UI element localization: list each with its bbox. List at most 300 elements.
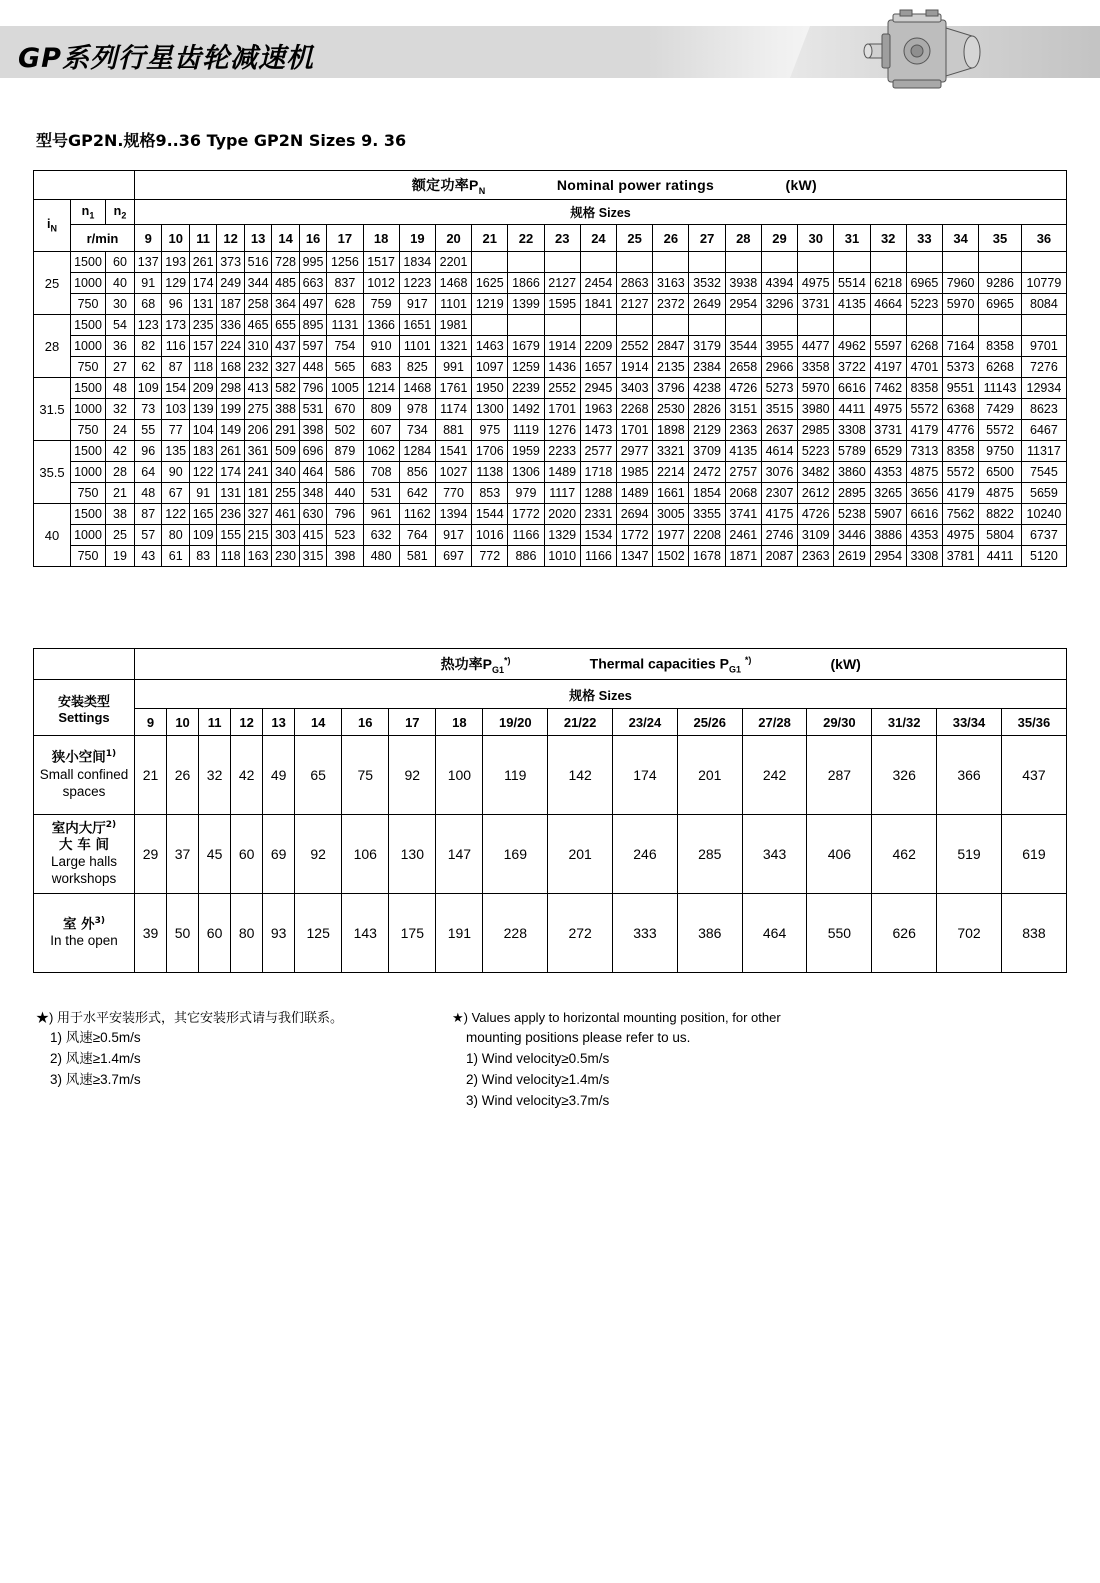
- power-cell: 1101: [399, 336, 435, 357]
- n1-value: 750: [71, 294, 106, 315]
- power-cell: 9750: [979, 441, 1022, 462]
- power-cell: 3446: [834, 525, 870, 546]
- power-cell: 2372: [653, 294, 689, 315]
- thermal-size-col-21-22: 21/22: [548, 709, 613, 736]
- thermal-cell: 228: [483, 894, 548, 973]
- n2-value: 42: [106, 441, 135, 462]
- power-cell: 1657: [580, 357, 616, 378]
- power-cell: 961: [363, 504, 399, 525]
- thermal-cell: 32: [199, 736, 231, 815]
- power-cell: 96: [135, 441, 162, 462]
- thermal-cell: 49: [263, 736, 295, 815]
- power-size-col-31: 31: [834, 225, 870, 252]
- power-cell: 1492: [508, 399, 544, 420]
- power-cell: 2757: [725, 462, 761, 483]
- thermal-size-col-29-30: 29/30: [807, 709, 872, 736]
- power-cell: [653, 315, 689, 336]
- power-cell: 4394: [761, 273, 797, 294]
- power-cell: 5597: [870, 336, 906, 357]
- power-cell: 7313: [906, 441, 942, 462]
- ratio-value: 31.5: [34, 378, 71, 441]
- power-cell: 683: [363, 357, 399, 378]
- power-cell: 759: [363, 294, 399, 315]
- power-cell: 187: [217, 294, 244, 315]
- power-cell: [472, 315, 508, 336]
- power-cell: 1062: [363, 441, 399, 462]
- power-cell: 8084: [1021, 294, 1066, 315]
- power-cell: 2209: [580, 336, 616, 357]
- power-cell: 4135: [725, 441, 761, 462]
- power-cell: 1950: [472, 378, 508, 399]
- power-cell: 3544: [725, 336, 761, 357]
- power-cell: 4726: [725, 378, 761, 399]
- power-cell: 1473: [580, 420, 616, 441]
- table-row: [34, 815, 1067, 894]
- thermal-cell: 106: [342, 815, 389, 894]
- n1-value: 750: [71, 483, 106, 504]
- power-cell: 6500: [979, 462, 1022, 483]
- note-cn-3: 3) 风速≥3.7m/s: [50, 1071, 141, 1087]
- power-cell: 1517: [363, 252, 399, 273]
- notes-english: [452, 1008, 922, 1112]
- power-cell: 3355: [689, 504, 725, 525]
- n2-value: 19: [106, 546, 135, 567]
- power-cell: 523: [327, 525, 363, 546]
- power-cell: 3109: [798, 525, 834, 546]
- power-cell: 1541: [435, 441, 471, 462]
- power-size-col-17: 17: [327, 225, 363, 252]
- power-cell: 43: [135, 546, 162, 567]
- power-cell: 461: [272, 504, 299, 525]
- power-cell: 1117: [544, 483, 580, 504]
- power-cell: 2746: [761, 525, 797, 546]
- nominal-power-table: [33, 170, 1067, 567]
- power-cell: 303: [272, 525, 299, 546]
- thermal-size-col-27-28: 27/28: [742, 709, 807, 736]
- thermal-cell: 437: [1001, 736, 1066, 815]
- power-size-col-9: 9: [135, 225, 162, 252]
- power-cell: 734: [399, 420, 435, 441]
- power-cell: 10240: [1021, 504, 1066, 525]
- table-row: [34, 252, 1067, 273]
- table-row: [34, 462, 1067, 483]
- power-cell: 8358: [943, 441, 979, 462]
- power-title: 额定功率$P_N$ Nominal power ratings (kW): [135, 171, 1067, 200]
- table-row: [34, 525, 1067, 546]
- power-cell: 163: [244, 546, 271, 567]
- thermal-cell: 69: [263, 815, 295, 894]
- power-sizes-label: 规格 Sizes: [135, 200, 1067, 225]
- thermal-cell: 42: [231, 736, 263, 815]
- power-cell: 6218: [870, 273, 906, 294]
- thermal-cell: 60: [231, 815, 263, 894]
- power-cell: 2129: [689, 420, 725, 441]
- table-row: [34, 315, 1067, 336]
- power-cell: 122: [189, 462, 216, 483]
- thermal-cell: 60: [199, 894, 231, 973]
- power-cell: 8358: [906, 378, 942, 399]
- power-cell: 48: [135, 483, 162, 504]
- power-cell: 856: [399, 462, 435, 483]
- power-cell: 628: [327, 294, 363, 315]
- power-cell: 1097: [472, 357, 508, 378]
- thermal-size-col-23-24: 23/24: [613, 709, 678, 736]
- power-cell: 663: [299, 273, 326, 294]
- power-cell: 2966: [761, 357, 797, 378]
- power-cell: 3860: [834, 462, 870, 483]
- power-cell: 3731: [798, 294, 834, 315]
- power-cell: 261: [217, 441, 244, 462]
- power-cell: 3709: [689, 441, 725, 462]
- power-cell: 2239: [508, 378, 544, 399]
- power-cell: 1321: [435, 336, 471, 357]
- power-cell: 2530: [653, 399, 689, 420]
- power-cell: 174: [217, 462, 244, 483]
- page-title: GP系列行星齿轮减速机: [18, 43, 314, 74]
- power-cell: 232: [244, 357, 271, 378]
- power-cell: 764: [399, 525, 435, 546]
- power-cell: 586: [327, 462, 363, 483]
- power-cell: 1871: [725, 546, 761, 567]
- power-cell: 1166: [580, 546, 616, 567]
- power-cell: 11317: [1021, 441, 1066, 462]
- power-cell: 6268: [979, 357, 1022, 378]
- thermal-cell: 386: [677, 894, 742, 973]
- power-cell: 149: [217, 420, 244, 441]
- power-cell: 607: [363, 420, 399, 441]
- n2-value: 32: [106, 399, 135, 420]
- thermal-cell: 169: [483, 815, 548, 894]
- power-cell: 6965: [979, 294, 1022, 315]
- power-cell: 327: [244, 504, 271, 525]
- power-size-col-21: 21: [472, 225, 508, 252]
- power-cell: 3781: [943, 546, 979, 567]
- n1-value: 1500: [71, 441, 106, 462]
- thermal-cell: 147: [436, 815, 483, 894]
- table-row: [34, 399, 1067, 420]
- power-cell: 315: [299, 546, 326, 567]
- table-row: [34, 294, 1067, 315]
- power-cell: 437: [272, 336, 299, 357]
- power-cell: 361: [244, 441, 271, 462]
- power-cell: 3482: [798, 462, 834, 483]
- power-cell: 87: [162, 357, 189, 378]
- power-cell: 2612: [798, 483, 834, 504]
- n1-value: 1000: [71, 336, 106, 357]
- power-cell: 1841: [580, 294, 616, 315]
- power-cell: 64: [135, 462, 162, 483]
- power-size-col-16: 16: [299, 225, 326, 252]
- power-cell: 910: [363, 336, 399, 357]
- power-cell: 4776: [943, 420, 979, 441]
- thermal-sizes-label: 规格 Sizes: [135, 680, 1067, 709]
- power-cell: 1347: [617, 546, 653, 567]
- table-row: [34, 441, 1067, 462]
- power-size-col-24: 24: [580, 225, 616, 252]
- power-cell: 3265: [870, 483, 906, 504]
- n1-value: 1000: [71, 462, 106, 483]
- table-row: [34, 546, 1067, 567]
- n2-value: 40: [106, 273, 135, 294]
- power-cell: 77: [162, 420, 189, 441]
- table-row: [34, 483, 1067, 504]
- power-cell: 2363: [798, 546, 834, 567]
- power-cell: 4353: [906, 525, 942, 546]
- power-cell: 340: [272, 462, 299, 483]
- power-cell: 298: [217, 378, 244, 399]
- thermal-cell: 93: [263, 894, 295, 973]
- power-cell: 3296: [761, 294, 797, 315]
- power-cell: 2087: [761, 546, 797, 567]
- thermal-cell: 272: [548, 894, 613, 973]
- power-cell: 1436: [544, 357, 580, 378]
- table-row: [34, 273, 1067, 294]
- power-cell: 2384: [689, 357, 725, 378]
- power-cell: 373: [217, 252, 244, 273]
- power-cell: 1866: [508, 273, 544, 294]
- power-cell: 1016: [472, 525, 508, 546]
- power-cell: 1214: [363, 378, 399, 399]
- power-cell: 979: [508, 483, 544, 504]
- power-cell: 139: [189, 399, 216, 420]
- power-cell: 825: [399, 357, 435, 378]
- n1-value: 750: [71, 546, 106, 567]
- power-cell: 1534: [580, 525, 616, 546]
- power-cell: 5789: [834, 441, 870, 462]
- power-cell: 1625: [472, 273, 508, 294]
- power-cell: 1256: [327, 252, 363, 273]
- power-cell: 6616: [834, 378, 870, 399]
- table-row: [34, 357, 1067, 378]
- thermal-cell: 37: [167, 815, 199, 894]
- power-cell: 895: [299, 315, 326, 336]
- power-cell: [725, 252, 761, 273]
- thermal-title-blank: [34, 649, 135, 680]
- n2-value: 28: [106, 462, 135, 483]
- power-cell: 1854: [689, 483, 725, 504]
- thermal-size-col-18: 18: [436, 709, 483, 736]
- power-size-col-33: 33: [906, 225, 942, 252]
- power-cell: 3515: [761, 399, 797, 420]
- n1-value: 750: [71, 357, 106, 378]
- power-cell: 1963: [580, 399, 616, 420]
- power-cell: 696: [299, 441, 326, 462]
- power-cell: 5120: [1021, 546, 1066, 567]
- n2-value: 54: [106, 315, 135, 336]
- power-cell: 502: [327, 420, 363, 441]
- power-cell: 1651: [399, 315, 435, 336]
- power-cell: 772: [472, 546, 508, 567]
- power-cell: 5804: [979, 525, 1022, 546]
- n2-value: 60: [106, 252, 135, 273]
- thermal-size-col-17: 17: [389, 709, 436, 736]
- power-cell: 1131: [327, 315, 363, 336]
- power-cell: 2127: [544, 273, 580, 294]
- power-cell: 6737: [1021, 525, 1066, 546]
- power-cell: 87: [135, 504, 162, 525]
- power-cell: 2331: [580, 504, 616, 525]
- power-cell: 1399: [508, 294, 544, 315]
- thermal-size-col-35-36: 35/36: [1001, 709, 1066, 736]
- power-cell: 3151: [725, 399, 761, 420]
- power-cell: 4726: [798, 504, 834, 525]
- note-cn-2: 2) 风速≥1.4m/s: [50, 1051, 141, 1067]
- power-cell: 697: [435, 546, 471, 567]
- power-cell: 531: [363, 483, 399, 504]
- power-size-col-14: 14: [272, 225, 299, 252]
- power-cell: 796: [299, 378, 326, 399]
- power-cell: 344: [244, 273, 271, 294]
- n1-value: 1500: [71, 504, 106, 525]
- power-cell: 754: [327, 336, 363, 357]
- power-cell: 1701: [544, 399, 580, 420]
- power-cell: 516: [244, 252, 271, 273]
- power-size-col-28: 28: [725, 225, 761, 252]
- power-size-col-26: 26: [653, 225, 689, 252]
- n2-header: $n_2$: [106, 200, 135, 225]
- power-cell: 1138: [472, 462, 508, 483]
- power-size-col-36: 36: [1021, 225, 1066, 252]
- power-cell: [580, 252, 616, 273]
- thermal-size-col-13: 13: [263, 709, 295, 736]
- power-cell: 7429: [979, 399, 1022, 420]
- power-cell: 509: [272, 441, 299, 462]
- power-cell: 1679: [508, 336, 544, 357]
- power-cell: 1595: [544, 294, 580, 315]
- thermal-cell: 119: [483, 736, 548, 815]
- power-cell: 485: [272, 273, 299, 294]
- power-cell: 8358: [979, 336, 1022, 357]
- power-size-col-10: 10: [162, 225, 189, 252]
- power-size-col-34: 34: [943, 225, 979, 252]
- power-cell: [544, 315, 580, 336]
- power-cell: 630: [299, 504, 326, 525]
- power-cell: 1284: [399, 441, 435, 462]
- power-cell: 57: [135, 525, 162, 546]
- power-cell: 154: [162, 378, 189, 399]
- power-cell: 1834: [399, 252, 435, 273]
- power-cell: 3938: [725, 273, 761, 294]
- power-cell: 2895: [834, 483, 870, 504]
- power-cell: 2127: [617, 294, 653, 315]
- power-cell: 1502: [653, 546, 689, 567]
- power-cell: 91: [135, 273, 162, 294]
- power-cell: 581: [399, 546, 435, 567]
- power-size-col-13: 13: [244, 225, 271, 252]
- power-cell: 4875: [979, 483, 1022, 504]
- power-cell: 1661: [653, 483, 689, 504]
- power-cell: 6467: [1021, 420, 1066, 441]
- power-cell: 2268: [617, 399, 653, 420]
- power-cell: 1468: [435, 273, 471, 294]
- thermal-cell: 29: [135, 815, 167, 894]
- table-row: [34, 736, 1067, 815]
- power-cell: 275: [244, 399, 271, 420]
- power-cell: [472, 252, 508, 273]
- power-cell: 3308: [906, 546, 942, 567]
- power-cell: 728: [272, 252, 299, 273]
- thermal-cell: 39: [135, 894, 167, 973]
- power-cell: 5373: [943, 357, 979, 378]
- power-cell: 1706: [472, 441, 508, 462]
- power-cell: 2201: [435, 252, 471, 273]
- power-size-col-11: 11: [189, 225, 216, 252]
- power-cell: 168: [217, 357, 244, 378]
- power-cell: 1010: [544, 546, 580, 567]
- power-cell: 4975: [798, 273, 834, 294]
- power-cell: 480: [363, 546, 399, 567]
- power-cell: 1101: [435, 294, 471, 315]
- power-cell: 5572: [979, 420, 1022, 441]
- power-cell: [580, 315, 616, 336]
- power-cell: 9286: [979, 273, 1022, 294]
- n2-value: 27: [106, 357, 135, 378]
- power-cell: 1223: [399, 273, 435, 294]
- power-cell: 1174: [435, 399, 471, 420]
- thermal-cell: 174: [613, 736, 678, 815]
- power-cell: 881: [435, 420, 471, 441]
- power-cell: [870, 252, 906, 273]
- thermal-cell: 26: [167, 736, 199, 815]
- power-cell: 199: [217, 399, 244, 420]
- power-cell: 2461: [725, 525, 761, 546]
- thermal-cell: 75: [342, 736, 389, 815]
- power-cell: 1898: [653, 420, 689, 441]
- power-cell: 917: [435, 525, 471, 546]
- power-cell: [906, 315, 942, 336]
- power-cell: 978: [399, 399, 435, 420]
- power-cell: 3179: [689, 336, 725, 357]
- power-cell: 917: [399, 294, 435, 315]
- power-cell: [761, 315, 797, 336]
- power-cell: 61: [162, 546, 189, 567]
- power-cell: [1021, 315, 1066, 336]
- power-size-col-12: 12: [217, 225, 244, 252]
- n1-value: 1000: [71, 525, 106, 546]
- power-cell: 3656: [906, 483, 942, 504]
- power-cell: [653, 252, 689, 273]
- thermal-cell: 462: [872, 815, 937, 894]
- power-cell: 83: [189, 546, 216, 567]
- power-cell: 3076: [761, 462, 797, 483]
- note-star-en: ★) Values apply to horizontal mounting position, for other: [452, 1010, 781, 1025]
- power-cell: 2577: [580, 441, 616, 462]
- n2-value: 38: [106, 504, 135, 525]
- power-cell: 440: [327, 483, 363, 504]
- power-size-col-23: 23: [544, 225, 580, 252]
- power-cell: 193: [162, 252, 189, 273]
- n2-value: 30: [106, 294, 135, 315]
- power-cell: 2977: [617, 441, 653, 462]
- power-cell: 995: [299, 252, 326, 273]
- power-cell: 531: [299, 399, 326, 420]
- power-cell: 258: [244, 294, 271, 315]
- power-cell: 2552: [617, 336, 653, 357]
- power-cell: 655: [272, 315, 299, 336]
- power-cell: 1162: [399, 504, 435, 525]
- power-cell: 5223: [906, 294, 942, 315]
- power-cell: 837: [327, 273, 363, 294]
- thermal-cell: 287: [807, 736, 872, 815]
- note-star-cn: ★) 用于水平安装形式，其它安装形式请与我们联系。: [36, 1010, 343, 1025]
- table-row: [34, 336, 1067, 357]
- power-cell: 10779: [1021, 273, 1066, 294]
- power-cell: 8822: [979, 504, 1022, 525]
- power-cell: 670: [327, 399, 363, 420]
- power-cell: [1021, 252, 1066, 273]
- power-cell: 1027: [435, 462, 471, 483]
- power-cell: 1166: [508, 525, 544, 546]
